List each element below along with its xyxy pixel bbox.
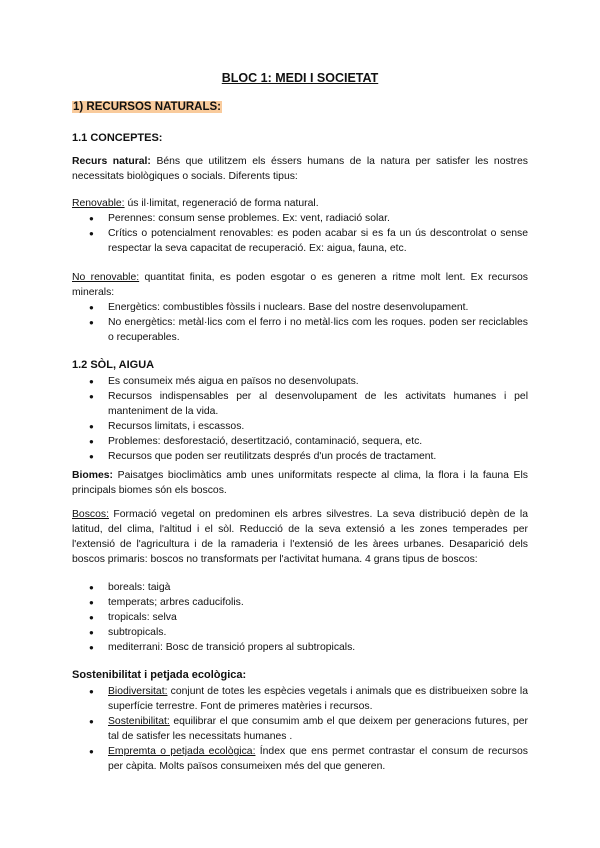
term-renovable: Renovable: — [72, 198, 125, 209]
list-item: ● Problemes: desforestació, desertització, contaminació, sequera, etc. — [72, 434, 528, 449]
term-recurs-natural: Recurs natural: — [72, 156, 151, 167]
paragraph-biomes — [72, 468, 528, 498]
list-item: ● Perennes: consum sense problemes. Ex: vent, radiació solar. — [72, 211, 528, 226]
list-item — [72, 684, 528, 714]
term-boscos: Boscos: — [72, 509, 109, 520]
heading-conceptes: 1.1 CONCEPTES: — [72, 132, 163, 144]
heading-sol-aigua: 1.2 SÒL, AIGUA — [72, 359, 155, 371]
list-sol-aigua — [72, 374, 528, 464]
document-title: BLOC 1: MEDI I SOCIETAT — [221, 71, 379, 85]
list-sostenibilitat — [72, 684, 528, 774]
list-item — [72, 714, 528, 744]
list-boscos — [72, 580, 528, 655]
list-renovable — [72, 211, 528, 256]
definition-no-renovable: quantitat finita, es poden esgotar o es generen a ritme molt lent. Ex recursos minerals: — [72, 272, 528, 298]
definition-recurs-natural: Béns que utilitzem els éssers humans de la natura per satisfer les nostres necessitats biològiques o socials. Diferents tipus: — [72, 156, 528, 182]
definition-boscos: Formació vegetal on predominen els arbres silvestres. La seva distribució depèn de la latitud, del clima, l'altitud i el sòl. Reducció de la seva extensió a les zones temperades per l'extensió de l'agricultura i de la ramaderia i l'extensió de les àrees urbanes. Desaparició dels boscos primaris: boscos no transformats per l'activitat humana. 4 grans tipus de boscos: — [72, 509, 528, 565]
list-item: ● boreals: taigà — [72, 580, 528, 595]
list-item: ● Energètics: combustibles fòssils i nuclears. Base del nostre desenvolupament. — [72, 300, 528, 315]
definition-biomes: Paisatges bioclimàtics amb unes uniformitats respecte al clima, la flora i la fauna Els principals biomes són els boscos. — [72, 470, 528, 496]
list-no-renovable — [72, 300, 528, 345]
heading-sostenibilitat: Sostenibilitat i petjada ecològica: — [72, 669, 247, 681]
list-item: ● Recursos limitats, i escassos. — [72, 419, 528, 434]
list-item: ● Es consumeix més aigua en països no desenvolupats. — [72, 374, 528, 389]
definition-biodiversitat: conjunt de totes les espècies vegetals i animals que es distribueixen sobre la superfície terrestre. Font de primeres matèries i recursos. — [108, 686, 528, 712]
term-sostenibilitat: Sostenibilitat: — [108, 716, 170, 727]
term-biodiversitat: Biodiversitat: — [108, 686, 168, 697]
definition-petjada-ecologica: Índex que ens permet contrastar el consum de recursos per càpita. Molts països consumeixen més del que generen. — [108, 746, 528, 772]
list-item: ● Recursos indispensables per al desenvolupament de les activitats humanes i pel manteniment de la vida. — [72, 389, 528, 419]
list-item: ● temperats; arbres caducifolis. — [72, 595, 528, 610]
definition-renovable: ús il·limitat, regeneració de forma natural. — [124, 198, 319, 209]
list-item: ● Crítics o potencialment renovables: es poden acabar si es fa un ús descontrolat o sense respectar la seva capacitat de recuperació. Ex: aigua, fauna, etc. — [72, 226, 528, 256]
section-heading-recursos: 1) RECURSOS NATURALS: — [73, 101, 222, 113]
paragraph-boscos — [72, 507, 528, 567]
list-item: ● mediterrani: Bosc de transició propers al subtropicals. — [72, 640, 528, 655]
term-no-renovable: No renovable: — [72, 272, 140, 283]
paragraph-no-renovable — [72, 270, 528, 300]
list-item: ● subtropicals. — [72, 625, 528, 640]
paragraph-renovable — [72, 196, 528, 211]
list-item: ● tropicals: selva — [72, 610, 528, 625]
list-item — [72, 744, 528, 774]
paragraph-recurs-natural — [72, 154, 528, 184]
term-biomes: Biomes: — [72, 470, 113, 481]
list-item: ● Recursos que poden ser reutilitzats després d'un procés de tractament. — [72, 449, 528, 464]
term-petjada-ecologica: Empremta o petjada ecològica: — [108, 746, 256, 757]
definition-sostenibilitat: equilibrar el que consumim amb el que deixem per generacions futures, per tal de satisfer les necessitats humanes . — [108, 716, 528, 742]
list-item: ● No energètics: metàl·lics com el ferro i no metàl·lics com les roques. poden ser reciclables o recuperables. — [72, 315, 528, 345]
